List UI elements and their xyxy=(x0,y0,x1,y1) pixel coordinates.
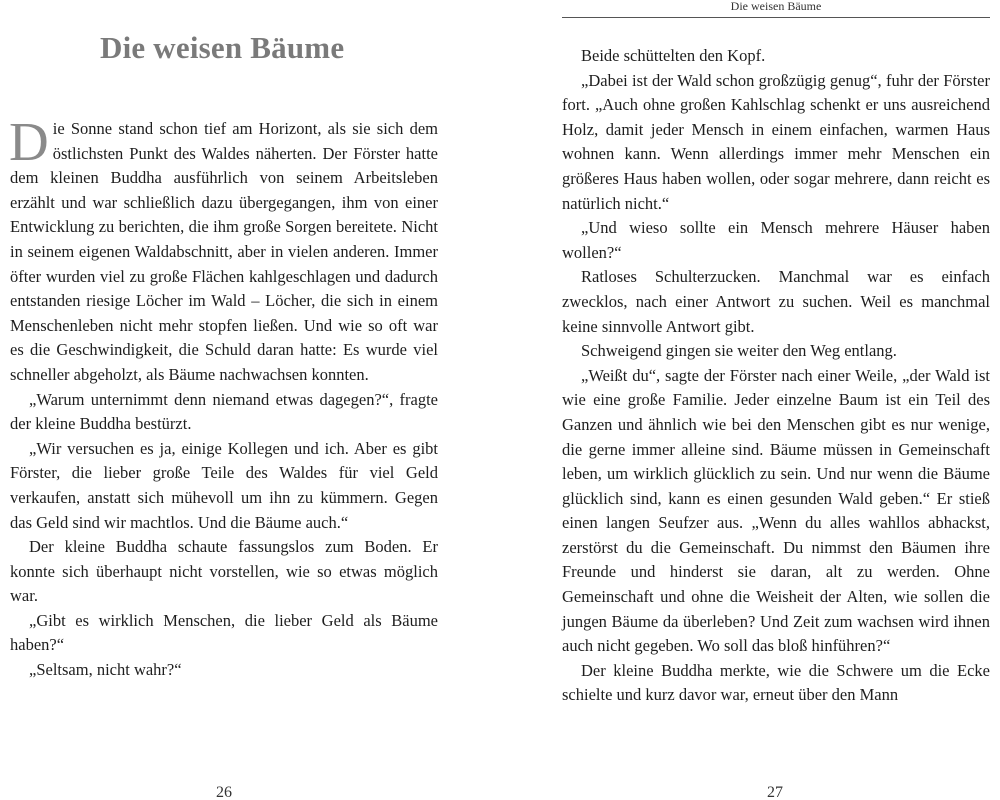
paragraph-11: Schweigend gingen sie weiter den Weg entlang. xyxy=(581,341,897,361)
paragraph-10: Ratloses Schulterzucken. Manchmal war es einfach zwecklos, nach einer Antwort zu suchen. Weil es manchmal keine sinnvolle Antwort gibt. xyxy=(562,267,990,336)
page-number-left: 26 xyxy=(216,784,232,800)
page-number-right: 27 xyxy=(767,784,783,800)
paragraph-13: Der kleine Buddha merkte, wie die Schwere um die Ecke schielte und kurz davor war, erneut über den Mann xyxy=(562,660,990,705)
right-page-text xyxy=(562,44,990,708)
paragraph-9: „Und wieso sollte ein Mensch mehrere Häuser haben wollen?“ xyxy=(562,218,990,262)
paragraph-2: „Warum unternimmt denn niemand etwas dagegen?“, fragte der kleine Buddha bestürzt. xyxy=(10,389,438,434)
paragraph-3: „Wir versuchen es ja, einige Kollegen und ich. Aber es gibt Förster, die lieber große Teile des Waldes für viel Geld verkaufen, anstatt sich mühevoll um ihn zu kümmern. Gegen das Geld sind wir machtlos. Und die Bäume auch.“ xyxy=(10,438,438,532)
left-page-text xyxy=(9,111,438,683)
right-page xyxy=(500,0,1000,800)
paragraph-1 xyxy=(9,111,438,388)
paragraph-4: Der kleine Buddha schaute fassungslos zum Boden. Er konnte sich überhaupt nicht vorstellen, wie so etwas möglich war. xyxy=(10,537,438,606)
paragraph-1-text: ie Sonne stand schon tief am Horizont, als sie sich dem östlichsten Punkt des Waldes näherten. Der Förster hatte dem kleinen Buddha ausführlich von seinem Arbeitsleben erzählt und war schließlich dazu übergegangen, ihm von einer Entwicklung zu berichten, die ihm große Sorgen bereitete. Nicht in seinem eigenen Waldabschnitt, aber in vielen anderen. Immer öfter wurden viel zu große Flächen kahlgeschlagen und dadurch entstanden riesige Löcher im Wald – Löcher, die sich in einem Menschenleben nicht mehr stopfen ließen. Und wie so oft war es die Geschwindigkeit, die Schuld daran hatte: Es wurde viel schneller abgeholzt, als Bäume nachwachsen konnten. xyxy=(10,119,438,384)
paragraph-6: „Seltsam, nicht wahr?“ xyxy=(29,660,182,680)
paragraph-8: „Dabei ist der Wald schon großzügig genug“, fuhr der Förster fort. „Auch ohne großen Kahlschlag schenkt er uns ausreichend Holz, damit jeder Mensch in einem einfachen, warmen Haus wohnen kann. Wenn allerdings immer mehr Menschen ein größeres Haus haben wollen, oder sogar mehrere, dann reicht es natürlich nicht.“ xyxy=(562,70,990,213)
paragraph-5: „Gibt es wirklich Menschen, die lieber Geld als Bäume haben?“ xyxy=(10,610,438,655)
paragraph-12: „Weißt du“, sagte der Förster nach einer Weile, „der Wald ist wie eine große Familie. Jeder einzelne Baum ist ein Teil des Ganzen und ähnlich wie bei den Menschen gibt es nur wenige, die gerne immer alleine sind. Bäume müssen in Gemeinschaft leben, um wirklich glücklich zu sein. Und nur wenn die Bäume glücklich sind, kann es einen gesunden Wald geben.“ Er stieß einen langen Seufzer aus. „Wenn du alles wahllos abhackst, zerstörst du die Gemeinschaft. Du nimmst den Bäumen ihre Freunde und hinderst sie daran, alt zu werden. Ohne Gemeinschaft und ohne die Weisheit der Alten, wie sollen die jungen Bäume da überleben? Und Zeit zum wachsen wird ihnen auch nicht gegeben. Wo soll das bloß hinführen?“ xyxy=(562,365,990,656)
paragraph-7: Beide schüttelten den Kopf. xyxy=(581,46,766,65)
drop-cap: D xyxy=(9,111,49,172)
running-header: Die weisen Bäume xyxy=(562,0,990,18)
chapter-title: Die weisen Bäume xyxy=(100,30,345,65)
